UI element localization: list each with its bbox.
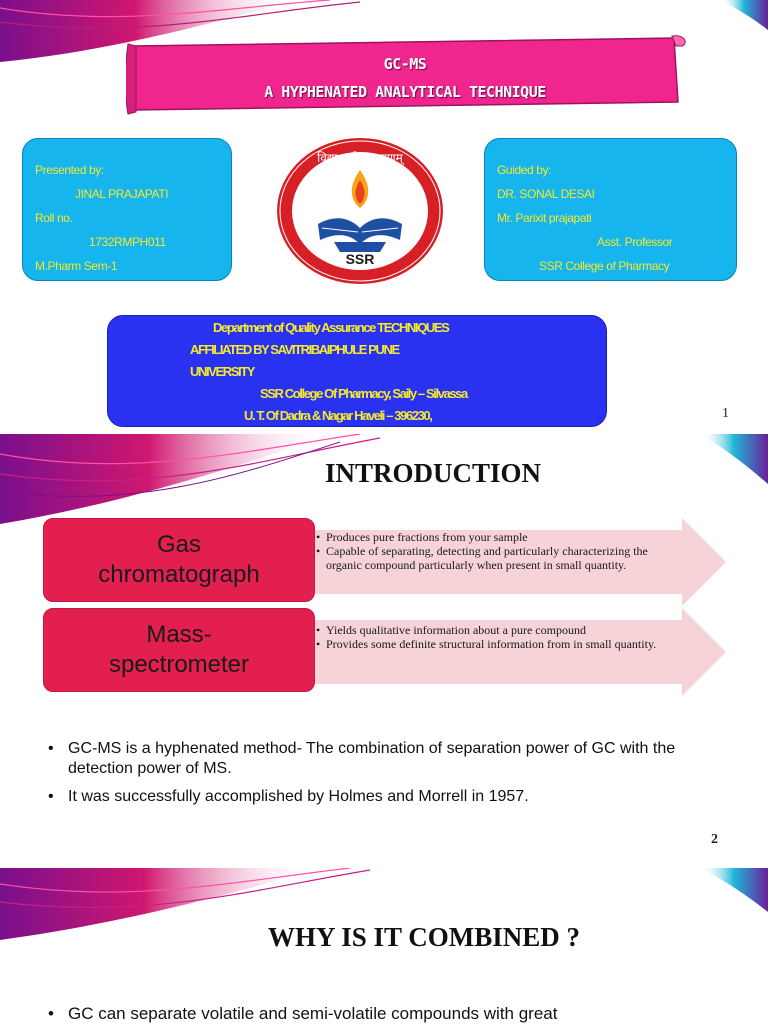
dept-line-1: Department of Quality Assurance TECHNIQUES [213,320,449,335]
guide-name-2: Mr. Parixit prajapati [497,211,592,225]
roll-number: 1732RMPH011 [89,235,166,249]
description-arrow [300,608,726,696]
guide-designation: Asst. Professor [597,235,673,249]
intro-body [48,739,728,815]
slide-why-combined [0,868,768,1024]
list-item: • Produces pure fractions from your sample [316,530,686,544]
list-item: • GC can separate volatile and semi-volatile compounds with great [48,1004,748,1024]
ms-label-box [43,608,315,692]
why-body [48,1004,748,1024]
ms-label-line-1: Mass- [146,621,212,648]
banner-title [140,50,670,106]
slide-heading: INTRODUCTION [325,458,542,488]
list-item: • Capable of separating, detecting and particularly characterizing the organic compound particularly when present in small quantity. [316,544,686,572]
gc-label-line-1: Gas [156,531,201,558]
page-number: 1 [722,406,729,421]
dept-line-5: U. T. Of Dadra & Nagar Haveli – 396230, [244,408,432,423]
ms-bullet-list [316,623,686,651]
department-box [107,315,607,427]
gc-bullet-list [316,530,686,572]
dept-line-2: AFFILIATED BY SAVITRIBAIPHULE PUNE [190,342,399,357]
list-item: • Provides some definite structural information from in small quantity. [316,637,686,651]
svg-text:विद्या सर्वस्य भूषणम्: विद्या सर्वस्य भूषणम् [317,151,403,165]
guide-name-1: DR. SONAL DESAI [497,187,595,201]
svg-text:SSR: SSR [345,251,375,267]
gc-label-box [43,518,315,602]
list-item: • GC-MS is a hyphenated method- The combination of separation power of GC with the detection power of MS. [48,739,728,779]
dept-line-3: UNIVERSITY [190,364,255,379]
list-item: • Yields qualitative information about a pure compound [316,623,686,637]
banner-line-2: A HYPHENATED ANALYTICAL TECHNIQUE [264,83,546,101]
college-seal-logo [274,136,446,286]
guided-heading: Guided by: [497,163,552,177]
page-number: 2 [711,832,718,847]
roll-label: Roll no. [35,211,73,225]
semester: M.Pharm Sem-1 [35,259,118,273]
guide-box [484,138,737,281]
guide-college: SSR College of Pharmacy [539,259,670,273]
presenter-box [22,138,232,281]
slide-introduction [0,434,768,866]
ms-label-line-2: spectrometer [108,651,250,678]
presented-heading: Presented by: [35,163,104,177]
presenter-name: JINAL PRAJAPATI [75,187,169,201]
gc-label-line-2: chromatograph [98,561,260,588]
slide-title-page [0,0,768,432]
slide-heading: WHY IS IT COMBINED ? [268,922,581,952]
banner-line-1: GC-MS [383,55,427,73]
list-item: • It was successfully accomplished by Holmes and Morrell in 1957. [48,787,728,807]
dept-line-4: SSR College Of Pharmacy, Saily – Silvassa [260,386,467,401]
